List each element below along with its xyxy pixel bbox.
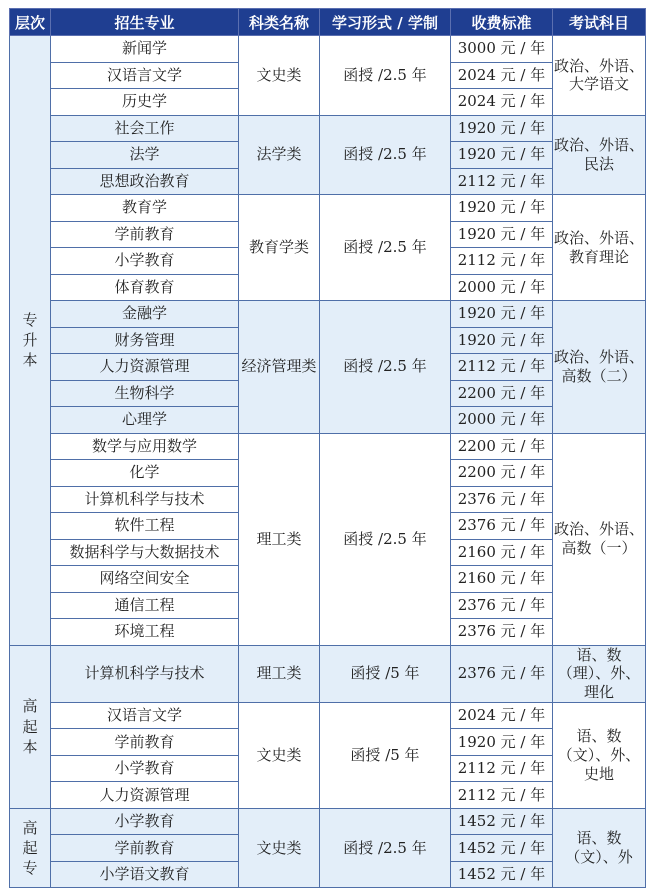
major-cell: 历史学 <box>51 89 239 116</box>
major-cell: 通信工程 <box>51 592 239 619</box>
fee-cell: 2024 元 / 年 <box>451 89 553 116</box>
fee-cell: 2112 元 / 年 <box>451 755 553 782</box>
major-cell: 新闻学 <box>51 36 239 63</box>
fee-cell: 3000 元 / 年 <box>451 36 553 63</box>
major-cell: 小学语文教育 <box>51 861 239 888</box>
fee-cell: 2112 元 / 年 <box>451 168 553 195</box>
major-cell: 小学教育 <box>51 248 239 275</box>
header-category: 科类名称 <box>239 9 320 36</box>
exam-subjects-cell: 政治、外语、大学语文 <box>553 36 646 116</box>
level-cell: 高 起 本 <box>10 645 51 808</box>
fee-cell: 2112 元 / 年 <box>451 782 553 809</box>
header-exam: 考试科目 <box>553 9 646 36</box>
fee-cell: 1920 元 / 年 <box>451 195 553 222</box>
header-level: 层次 <box>10 9 51 36</box>
header-fee: 收费标准 <box>451 9 553 36</box>
category-cell: 理工类 <box>239 433 320 645</box>
study-form-cell: 函授 /5 年 <box>320 702 451 808</box>
exam-subjects-cell: 政治、外语、教育理论 <box>553 195 646 301</box>
major-cell: 财务管理 <box>51 327 239 354</box>
major-cell: 学前教育 <box>51 729 239 756</box>
study-form-cell: 函授 /2.5 年 <box>320 195 451 301</box>
header-row <box>10 9 646 36</box>
fee-cell: 2024 元 / 年 <box>451 62 553 89</box>
fee-cell: 1920 元 / 年 <box>451 221 553 248</box>
study-form-cell: 函授 /2.5 年 <box>320 36 451 116</box>
fee-cell: 1920 元 / 年 <box>451 729 553 756</box>
table-row <box>10 36 646 63</box>
admission-table <box>9 8 646 888</box>
category-cell: 文史类 <box>239 36 320 116</box>
category-cell: 理工类 <box>239 645 320 702</box>
fee-cell: 2000 元 / 年 <box>451 407 553 434</box>
exam-subjects-cell: 语、数（文）、外 <box>553 808 646 888</box>
fee-cell: 1452 元 / 年 <box>451 808 553 835</box>
fee-cell: 1920 元 / 年 <box>451 327 553 354</box>
fee-cell: 1920 元 / 年 <box>451 301 553 328</box>
exam-subjects-cell: 政治、外语、高数（一） <box>553 433 646 645</box>
table-row <box>10 645 646 702</box>
fee-cell: 2200 元 / 年 <box>451 433 553 460</box>
fee-cell: 2160 元 / 年 <box>451 539 553 566</box>
fee-cell: 2160 元 / 年 <box>451 566 553 593</box>
study-form-cell: 函授 /2.5 年 <box>320 115 451 195</box>
major-cell: 计算机科学与技术 <box>51 645 239 702</box>
category-cell: 教育学类 <box>239 195 320 301</box>
major-cell: 软件工程 <box>51 513 239 540</box>
header-study-form: 学习形式 / 学制 <box>320 9 451 36</box>
category-cell: 文史类 <box>239 808 320 888</box>
major-cell: 环境工程 <box>51 619 239 646</box>
major-cell: 汉语言文学 <box>51 702 239 729</box>
major-cell: 教育学 <box>51 195 239 222</box>
fee-cell: 2376 元 / 年 <box>451 619 553 646</box>
fee-cell: 2112 元 / 年 <box>451 248 553 275</box>
table-row <box>10 808 646 835</box>
fee-cell: 2376 元 / 年 <box>451 513 553 540</box>
major-cell: 体育教育 <box>51 274 239 301</box>
major-cell: 汉语言文学 <box>51 62 239 89</box>
table-row <box>10 433 646 460</box>
exam-subjects-cell: 语、数（文）、外、史地 <box>553 702 646 808</box>
table-row <box>10 301 646 328</box>
exam-subjects-cell: 政治、外语、高数（二） <box>553 301 646 434</box>
table-body <box>10 36 646 888</box>
major-cell: 小学教育 <box>51 755 239 782</box>
fee-cell: 2376 元 / 年 <box>451 486 553 513</box>
major-cell: 金融学 <box>51 301 239 328</box>
fee-cell: 2200 元 / 年 <box>451 460 553 487</box>
fee-cell: 1452 元 / 年 <box>451 835 553 862</box>
fee-cell: 1920 元 / 年 <box>451 142 553 169</box>
header-major: 招生专业 <box>51 9 239 36</box>
level-cell: 高 起 专 <box>10 808 51 888</box>
major-cell: 人力资源管理 <box>51 782 239 809</box>
major-cell: 思想政治教育 <box>51 168 239 195</box>
table-row <box>10 195 646 222</box>
major-cell: 社会工作 <box>51 115 239 142</box>
category-cell: 经济管理类 <box>239 301 320 434</box>
study-form-cell: 函授 /5 年 <box>320 645 451 702</box>
fee-cell: 2376 元 / 年 <box>451 645 553 702</box>
major-cell: 学前教育 <box>51 835 239 862</box>
study-form-cell: 函授 /2.5 年 <box>320 808 451 888</box>
fee-cell: 2024 元 / 年 <box>451 702 553 729</box>
major-cell: 小学教育 <box>51 808 239 835</box>
exam-subjects-cell: 语、数（理）、外、理化 <box>553 645 646 702</box>
category-cell: 文史类 <box>239 702 320 808</box>
study-form-cell: 函授 /2.5 年 <box>320 301 451 434</box>
fee-cell: 2200 元 / 年 <box>451 380 553 407</box>
major-cell: 计算机科学与技术 <box>51 486 239 513</box>
major-cell: 学前教育 <box>51 221 239 248</box>
study-form-cell: 函授 /2.5 年 <box>320 433 451 645</box>
fee-cell: 1920 元 / 年 <box>451 115 553 142</box>
fee-cell: 2112 元 / 年 <box>451 354 553 381</box>
major-cell: 数据科学与大数据技术 <box>51 539 239 566</box>
fee-cell: 2000 元 / 年 <box>451 274 553 301</box>
major-cell: 网络空间安全 <box>51 566 239 593</box>
major-cell: 人力资源管理 <box>51 354 239 381</box>
table-row <box>10 702 646 729</box>
level-cell: 专 升 本 <box>10 36 51 646</box>
category-cell: 法学类 <box>239 115 320 195</box>
table-row <box>10 115 646 142</box>
major-cell: 心理学 <box>51 407 239 434</box>
major-cell: 生物科学 <box>51 380 239 407</box>
major-cell: 法学 <box>51 142 239 169</box>
fee-cell: 2376 元 / 年 <box>451 592 553 619</box>
major-cell: 化学 <box>51 460 239 487</box>
exam-subjects-cell: 政治、外语、民法 <box>553 115 646 195</box>
fee-cell: 1452 元 / 年 <box>451 861 553 888</box>
major-cell: 数学与应用数学 <box>51 433 239 460</box>
